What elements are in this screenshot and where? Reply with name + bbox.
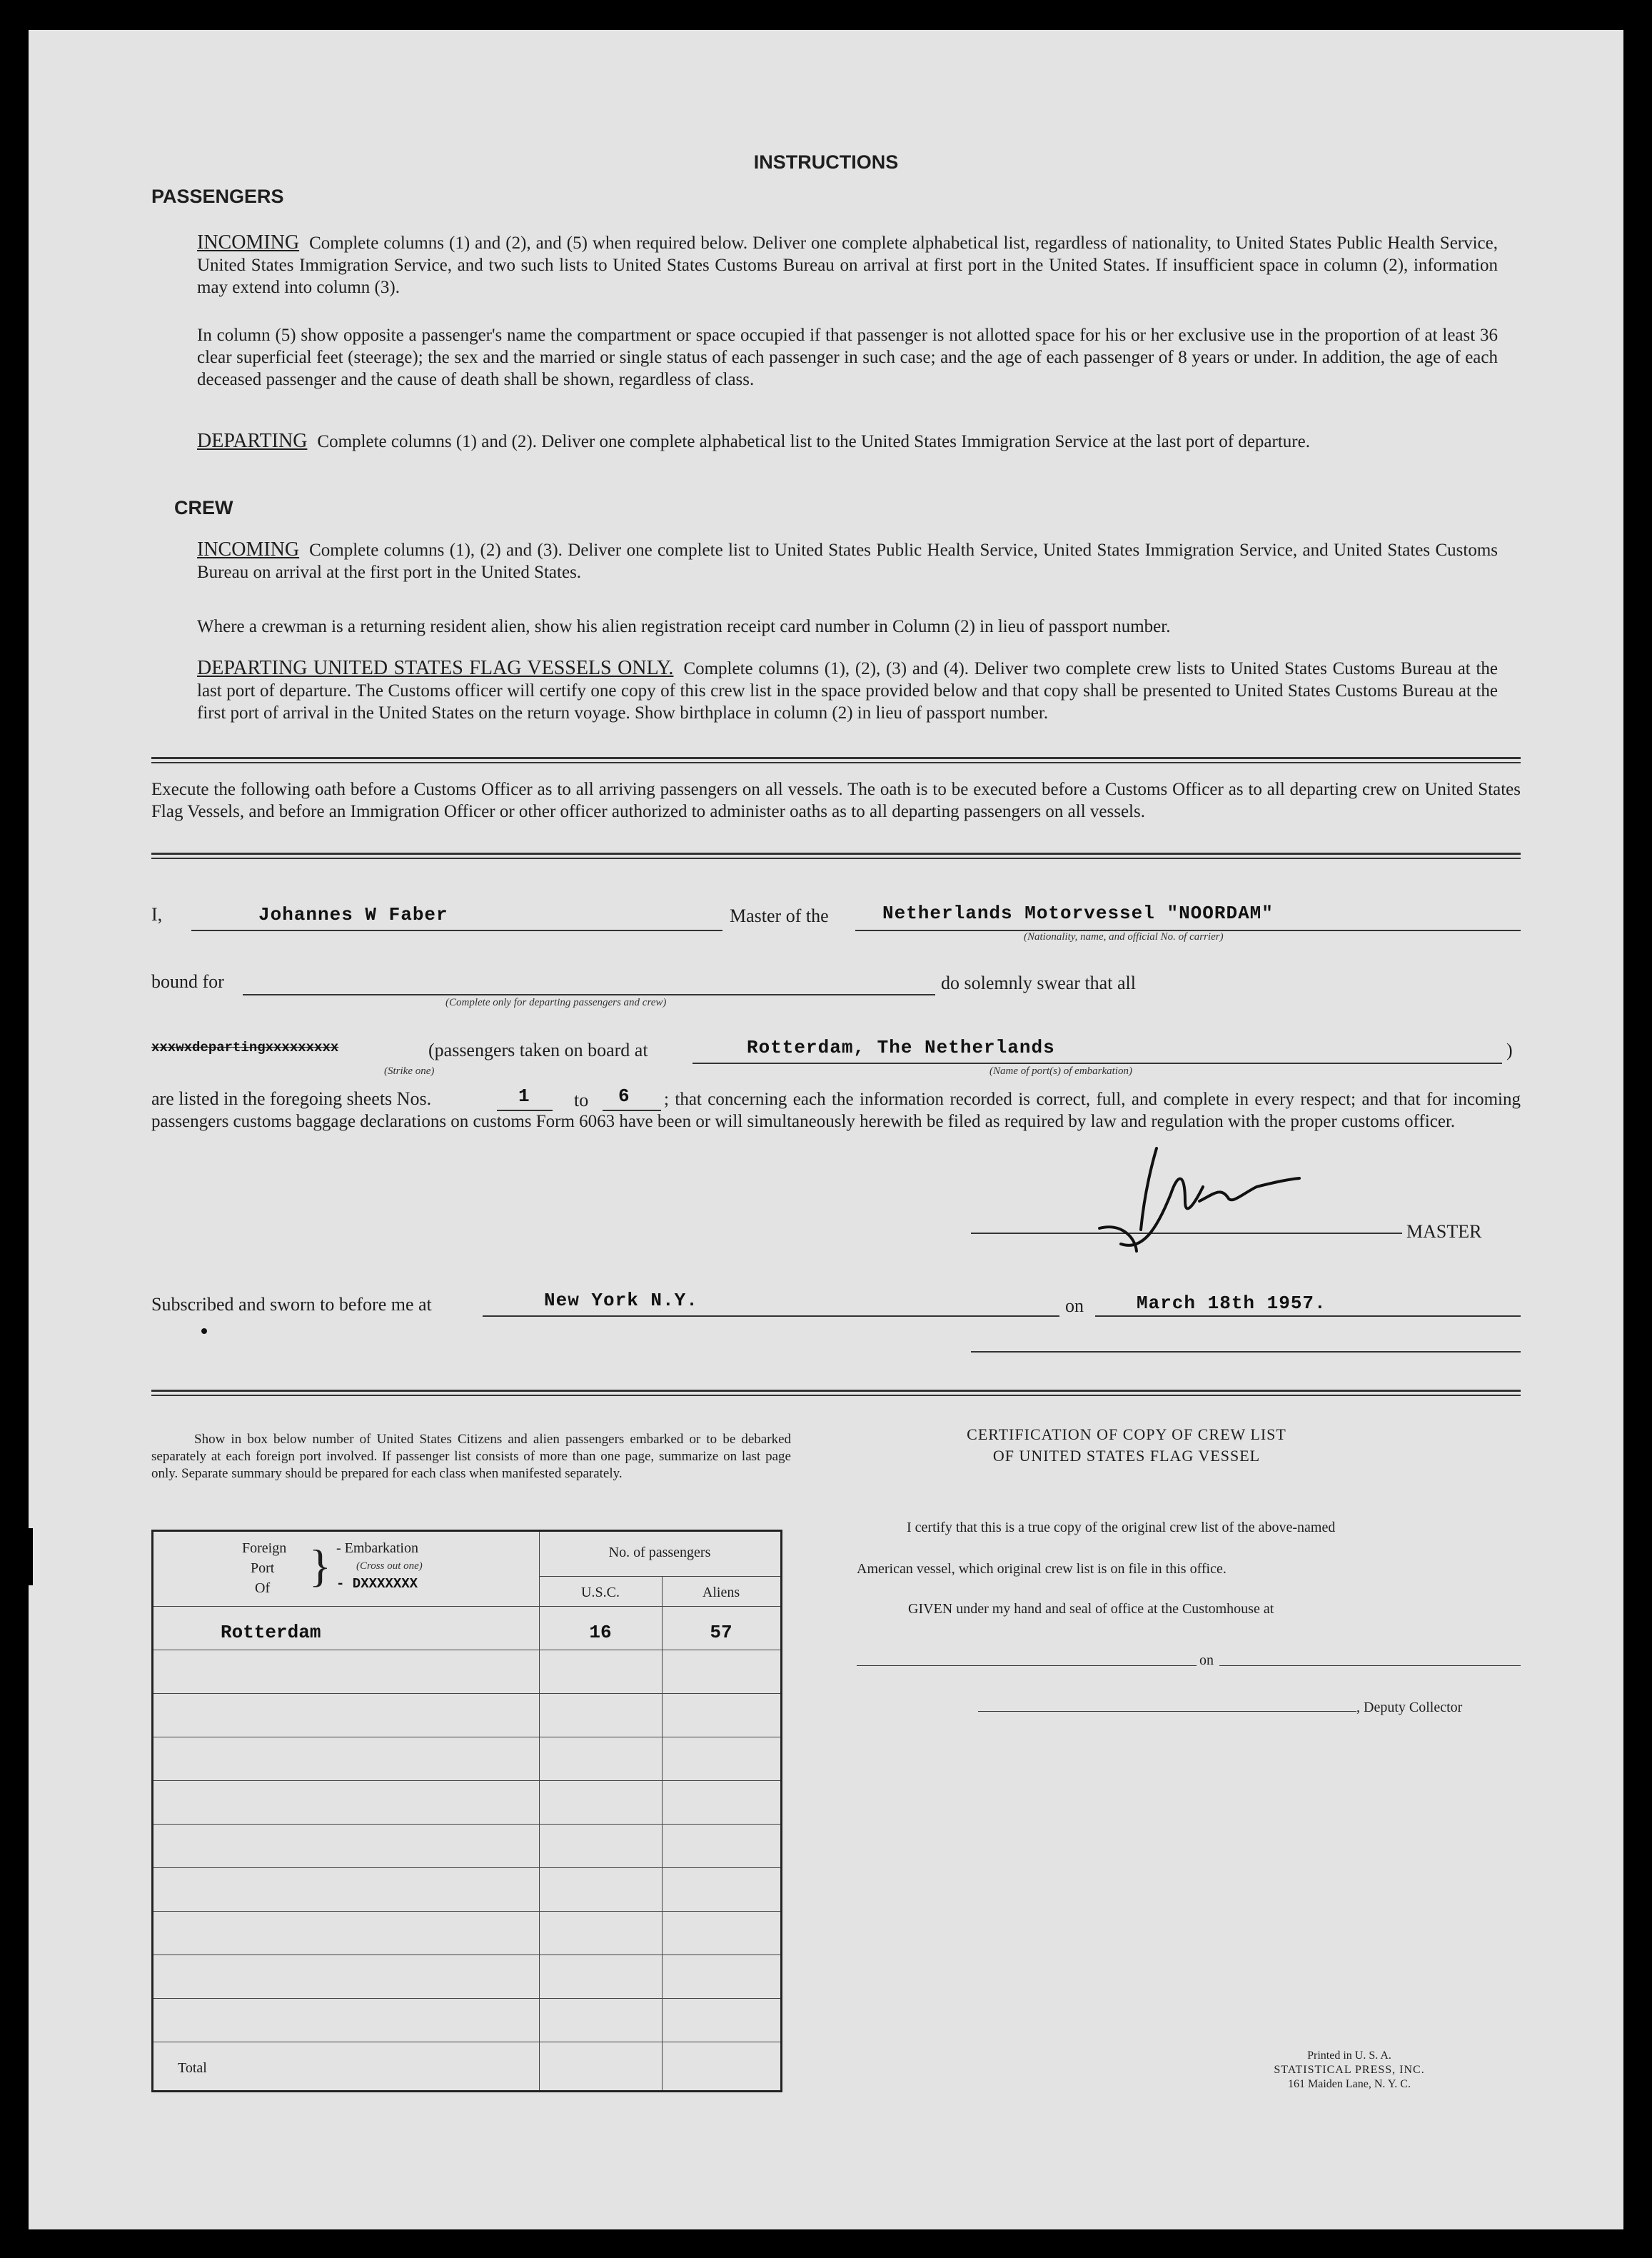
sworn-date-line (1095, 1315, 1521, 1317)
vessel-caption: (Nationality, name, and official No. of carrier) (1024, 931, 1224, 943)
deputy-signature-line (978, 1711, 1356, 1712)
departing-label: DEPARTING (197, 430, 308, 452)
certify-line-2: American vessel, which original crew list is on file in this office. (857, 1561, 1227, 1577)
passengers-header-rule (539, 1576, 780, 1577)
listed-rest: ; that concerning each the information recorded is correct, full, and complete in every respect; and that for incoming passengers customs baggage declarations on customs Form 6063 have been or will simultaneously herewith be filed as required by law and regulation with the proper customs officer. (151, 1090, 1521, 1131)
foreign-port-label-2: Port (251, 1560, 275, 1576)
column5-paragraph: In column (5) show opposite a passenger's name the compartment or space occupied if that passenger is not allotted space for his or her exclusive use in the proportion of at least 36 clear superficial feet (steerage); the sex and the married or single status of each passenger in such case; and the age of each passenger of 8 years or under. In addition, the age of each deceased passenger and the cause of death shall be shown, regardless of class. (197, 326, 1498, 389)
bound-for-caption: (Complete only for departing passengers and crew) (445, 997, 667, 1008)
bound-for-label: bound for (151, 971, 224, 992)
listed-label: are listed in the foregoing sheets Nos. (151, 1088, 432, 1109)
master-name: Johannes W Faber (258, 904, 448, 925)
total-label: Total (178, 2060, 207, 2076)
header-port-block (153, 1532, 539, 1607)
strike-caption: (Strike one) (384, 1065, 435, 1077)
crew-departing-label: DEPARTING UNITED STATES FLAG VESSELS ONLY. (197, 657, 674, 679)
crew-incoming-label: INCOMING (197, 538, 300, 561)
row-port: Rotterdam (221, 1622, 321, 1643)
close-paren: ) (1506, 1040, 1513, 1060)
to-label: to (574, 1090, 589, 1110)
passengers-header: No. of passengers (608, 1545, 711, 1560)
summary-instruction: Show in box below number of United States Citizens and alien passengers embarked or to be debarked separately at each foreign port involved. If passenger list consists of more than one page, summarize on last page only. Separate summary should be prepared for each class when manifested separately. (151, 1432, 791, 1481)
brace-icon: } (309, 1540, 331, 1591)
table-row (153, 1606, 780, 1650)
crew-departing-text: Complete columns (1), (2), (3) and (4). Deliver two complete crew lists to United States Customs Bureau at the last port of departure. The Customs officer will certify one copy of this crew list in the space provided below and that copy shall be presented to United States Customs Bureau at the first port of arrival in the United States on the return voyage. Show birthplace in column (2) in lieu of passport number. (197, 659, 1498, 723)
printer-line-3: 161 Maiden Lane, N. Y. C. (1288, 2078, 1411, 2090)
sworn-date: March 18th 1957. (1137, 1293, 1326, 1314)
port-embarkation: Rotterdam, The Netherlands (747, 1037, 1055, 1058)
table-row (153, 1955, 780, 1998)
sheet-from: 1 (518, 1085, 530, 1107)
crew-resident-paragraph: Where a crewman is a returning resident alien, show his alien registration receipt card number in Column (2) in lieu of passport number. (197, 617, 1171, 636)
aliens-header: Aliens (702, 1585, 740, 1600)
table-row (153, 1780, 780, 1824)
sworn-on-label: on (1065, 1295, 1084, 1316)
foreign-port-label-1: Foreign (242, 1540, 287, 1556)
certify-line-1: I certify that this is a true copy of the original crew list of the above-named (907, 1520, 1336, 1535)
certification-date-line (1219, 1665, 1521, 1666)
instructions-title: INSTRUCTIONS (753, 151, 899, 173)
divider-1 (151, 757, 1521, 763)
passengers-incoming-section (197, 231, 1498, 298)
table-row (153, 1824, 780, 1867)
summary-table (151, 1530, 782, 2092)
sworn-place: New York N.Y. (544, 1290, 698, 1311)
divider-2 (151, 853, 1521, 859)
certification-on-label: on (1199, 1652, 1214, 1668)
certification-title-1: CERTIFICATION OF COPY OF CREW LIST (967, 1425, 1286, 1443)
passengers-departing-section (197, 430, 1498, 453)
table-row (153, 1867, 780, 1911)
sworn-place-line (483, 1315, 1059, 1317)
vessel-name: Netherlands Motorvessel "NOORDAM" (882, 903, 1274, 924)
master-name-line (191, 930, 722, 931)
table-row (153, 1650, 780, 1693)
struck-text: xxxwxdepartingxxxxxxxxx (151, 1040, 339, 1055)
swear-label: do solemnly swear that all (941, 973, 1136, 993)
crew-incoming-text: Complete columns (1), (2) and (3). Deliver one complete list to United States Public Health Service, United States Immigration Service, and United States Customs Bureau on arrival at the first port in the United States. (197, 541, 1498, 582)
master-of-label: Master of the (730, 905, 829, 926)
form-sheet (29, 30, 1623, 2229)
incoming-label: INCOMING (197, 231, 300, 254)
table-row (153, 1998, 780, 2042)
crew-heading: CREW (174, 497, 233, 518)
port-line (692, 1063, 1502, 1064)
debarkation-struck: - DXXXXXXX (336, 1576, 418, 1592)
usc-header: U.S.C. (581, 1585, 620, 1600)
certification-title-2: OF UNITED STATES FLAG VESSEL (992, 1447, 1261, 1465)
crew-departing-section (197, 657, 1498, 724)
printer-line-1: Printed in U. S. A. (1307, 2049, 1391, 2062)
master-signature (1078, 1144, 1349, 1258)
customhouse-line (857, 1665, 1197, 1666)
port-caption: (Name of port(s) of embarkation) (989, 1065, 1132, 1077)
departing-text: Complete columns (1) and (2). Deliver one complete alphabetical list to the United States Immigration Service at the last port of departure. (317, 432, 1310, 451)
master-label: MASTER (1406, 1221, 1482, 1242)
table-row (153, 1693, 780, 1737)
crew-incoming-section (197, 538, 1498, 583)
given-line: GIVEN under my hand and seal of office at the Customhouse at (908, 1601, 1274, 1617)
bound-for-line (243, 994, 935, 995)
oath-i-label: I, (151, 904, 163, 925)
divider-3 (151, 1390, 1521, 1396)
listed-rest-text (151, 1088, 1521, 1133)
sheet-to: 6 (618, 1085, 630, 1107)
officer-signature-line (971, 1351, 1521, 1353)
table-row (153, 1911, 780, 1955)
row-usc: 16 (589, 1622, 612, 1643)
incoming-text: Complete columns (1) and (2), and (5) when required below. Deliver one complete alphabetical list, regardless of nationality, to United States Public Health Service, United States Immigration Service, and two such lists to United States Customs Bureau on arrival at first port in the United States. If insufficient space in column (2), information may extend into column (3). (197, 234, 1498, 297)
punch-dot (201, 1328, 207, 1334)
oath-instruction: Execute the following oath before a Customs Officer as to all arriving passengers on all vessels. The oath is to be executed before a Customs Officer as to all departing crew on United States Flag Vessels, and before an Immigration Officer or other officer authorized to administer oaths as to all departing passengers on all vessels. (151, 780, 1521, 821)
table-row (153, 1737, 780, 1780)
binding-mark (26, 1528, 33, 1585)
cross-out-label: (Cross out one) (356, 1560, 423, 1572)
deputy-label: , Deputy Collector (1356, 1700, 1463, 1715)
foreign-port-label-3: Of (255, 1580, 271, 1596)
row-aliens: 57 (710, 1622, 732, 1643)
embarkation-label: - Embarkation (336, 1540, 418, 1556)
passengers-heading: PASSENGERS (151, 186, 284, 207)
printer-line-2: STATISTICAL PRESS, INC. (1274, 2064, 1425, 2076)
subscribed-label: Subscribed and sworn to before me at (151, 1294, 432, 1315)
taken-on-board-label: (passengers taken on board at (428, 1040, 648, 1060)
